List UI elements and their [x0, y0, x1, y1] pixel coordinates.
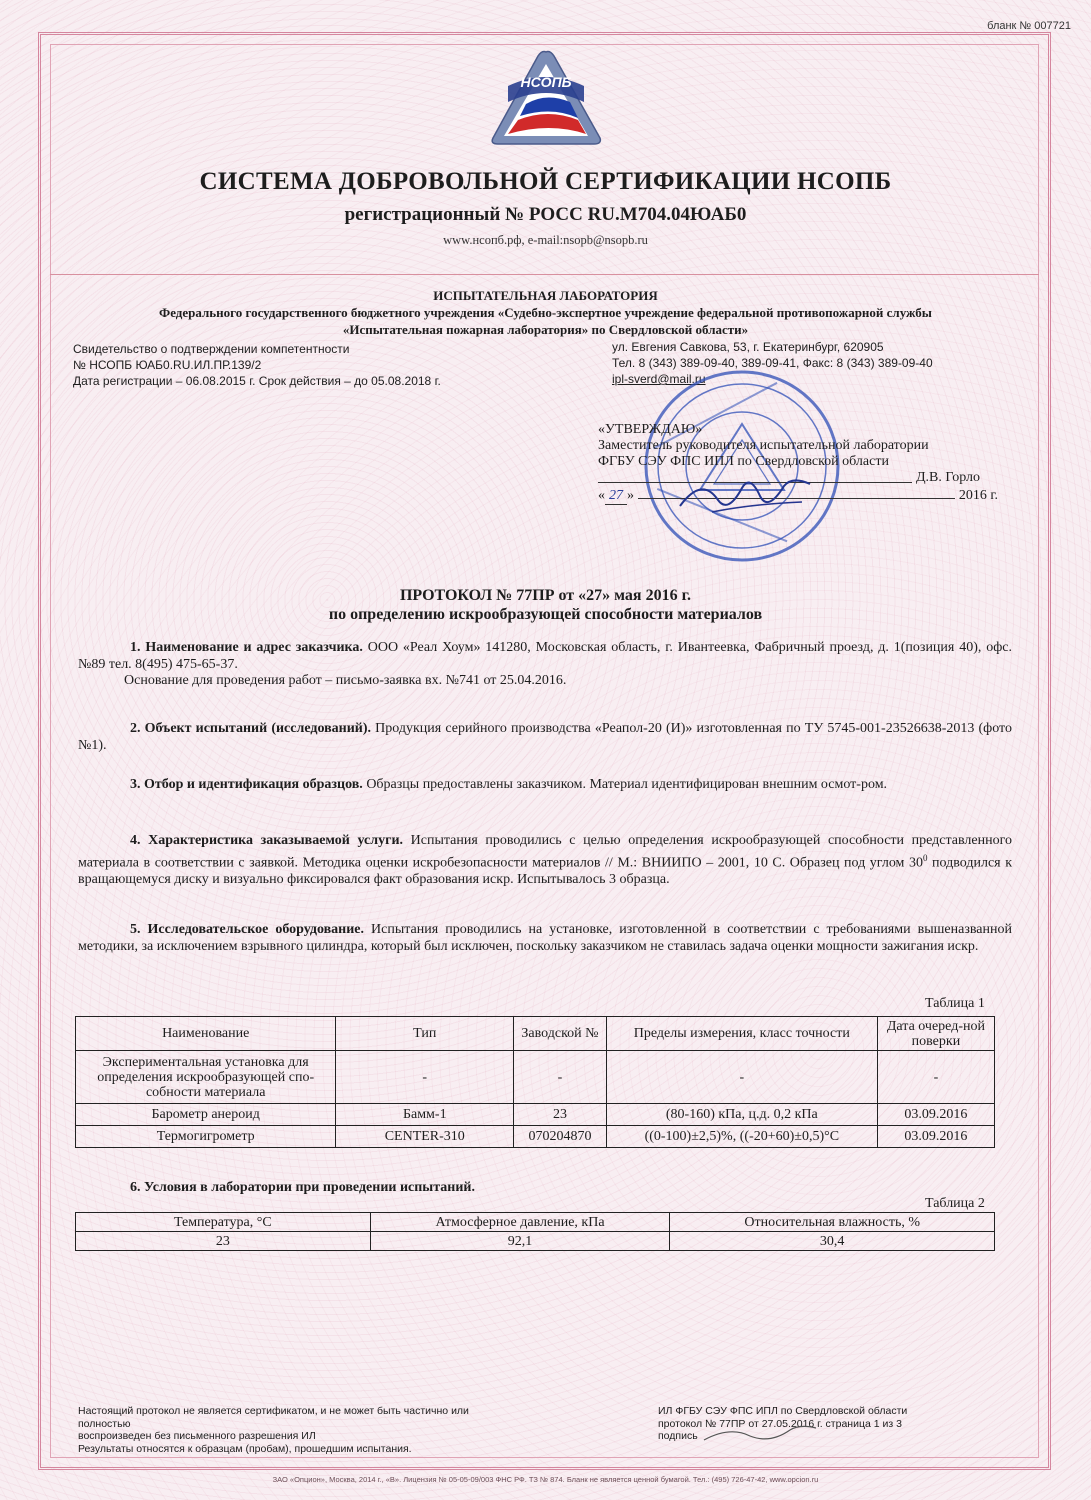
date-day: 27 — [605, 488, 627, 505]
section-2 — [78, 721, 1012, 754]
t1-header-serial: Заводской № — [514, 1017, 607, 1051]
cert-line2: № НСОПБ ЮАБ0.RU.ИЛ.ПР.139/2 — [73, 358, 262, 372]
t1-cell: Термогигрометр — [76, 1126, 336, 1148]
protocol-title: ПРОТОКОЛ № 77ПР от «27» мая 2016 г. — [399, 587, 692, 604]
lab-org-line2: «Испытательная пожарная лаборатория» по Свердловской области» — [342, 322, 749, 337]
footer-signature-icon — [700, 1422, 820, 1446]
lab-title: ИСПЫТАТЕЛЬНАЯ ЛАБОРАТОРИЯ — [433, 288, 658, 303]
header-separator — [50, 274, 1039, 275]
table-row — [76, 1232, 995, 1251]
system-heading: СИСТЕМА ДОБРОВОЛЬНОЙ СЕРТИФИКАЦИИ НСОПБ — [199, 168, 892, 195]
section-1-text: ООО «Реал Хоум» 141280, Московская область, г. Ивантеевка, Фабричный проезд, д. 1(позиция 40), офс. №89 тел. 8(495) 475-65-37. — [78, 640, 1013, 672]
t1-header-type: Тип — [336, 1017, 514, 1051]
laboratory-heading — [60, 287, 1031, 338]
t2-cell: 30,4 — [670, 1232, 995, 1251]
t1-cell: CENTER-310 — [336, 1126, 514, 1148]
table-1-caption: Таблица 1 — [925, 996, 985, 1011]
section-5 — [78, 922, 1012, 955]
footer-right-line2: протокол № 77ПР от 27.05.2016 г. страница 1 из 3 — [658, 1417, 902, 1430]
footer-right-line1: ИЛ ФГБУ СЭУ ФПС ИПЛ по Свердловской области — [658, 1405, 908, 1417]
t2-header-pressure: Атмосферное давление, кПа — [370, 1213, 670, 1232]
section-1-basis: Основание для проведения работ – письмо-заявка вх. №741 от 25.04.2016. — [124, 673, 567, 688]
section-1-heading: 1. Наименование и адрес заказчика. — [130, 640, 363, 655]
table-1-header-row — [76, 1017, 995, 1051]
t1-cell: Барометр анероид — [76, 1104, 336, 1126]
section-5-text: Испытания проводились на установке, изготовленной в соответствии с требованиями вышеназванной методики, за исключением взрывного цилиндра, который был исключен, поскольку заказчиком не ставилась задача оценки мощности зажигания искр. — [78, 922, 1012, 954]
section-4 — [78, 833, 1012, 888]
section-4-heading: 4. Характеристика заказываемой услуги. — [130, 833, 404, 848]
t1-cell: - — [514, 1051, 607, 1104]
approver-signature-icon — [672, 466, 822, 522]
t1-cell: Бамм-1 — [336, 1104, 514, 1126]
section-6-heading: 6. Условия в лаборатории при проведении испытаний. — [130, 1180, 475, 1195]
footer-right-line3: подпись — [658, 1430, 698, 1442]
cert-line1: Свидетельство о подтверждении компетентности — [73, 342, 350, 356]
t1-cell: - — [336, 1051, 514, 1104]
cert-line3: Дата регистрации – 06.08.2015 г. Срок действия – до 05.08.2018 г. — [73, 374, 441, 388]
table-row — [76, 1126, 995, 1148]
t1-cell: 070204870 — [514, 1126, 607, 1148]
section-6 — [78, 1180, 1012, 1197]
t2-header-humidity: Относительная влажность, % — [670, 1213, 995, 1232]
t2-cell: 92,1 — [370, 1232, 670, 1251]
section-3-heading: 3. Отбор и идентификация образцов. — [130, 777, 363, 792]
footer-left-line2: воспроизведен без письменного разрешения ИЛ — [78, 1430, 316, 1442]
t1-cell: 03.09.2016 — [877, 1126, 994, 1148]
approver-name: Д.В. Горло — [915, 470, 980, 485]
site-and-email: www.нсопб.рф, e-mail:nsopb@nsopb.ru — [443, 233, 648, 247]
section-4-text-b: подводился к вращающемуся диску и визуально фиксировался факт образования искр. Испытывалось 3 образца. — [78, 855, 1012, 887]
protocol-title-block — [0, 586, 1091, 624]
t1-cell: - — [606, 1051, 877, 1104]
table-row — [76, 1051, 995, 1104]
lab-org-line1: Федерального государственного бюджетного учреждения «Судебно-экспертное учреждение федеральной противопожарной службы — [159, 305, 932, 320]
approval-line1: Заместитель руководителя испытательной лаборатории — [598, 438, 929, 453]
section-5-heading: 5. Исследовательское оборудование. — [130, 922, 365, 937]
lab-conditions-table — [75, 1212, 995, 1251]
lab-email-link[interactable]: ipl-sverd@mail.ru — [612, 372, 706, 386]
approval-word: «УТВЕРЖДАЮ» — [598, 422, 703, 437]
lab-address: ул. Евгения Савкова, 53, г. Екатеринбург, 620905 — [612, 340, 884, 354]
t1-cell: (80-160) кПа, ц.д. 0,2 кПа — [606, 1104, 877, 1126]
logo-label: НСОПБ — [520, 74, 572, 90]
footer-disclaimer — [78, 1405, 518, 1455]
t1-header-range: Пределы измерения, класс точности — [606, 1017, 877, 1051]
t1-header-date: Дата очеред-ной поверки — [877, 1017, 994, 1051]
competence-certificate — [73, 341, 593, 389]
section-2-text: Продукция серийного производства «Реапол-20 (И)» изготовленная по ТУ 5745-001-23526638-2013 (фото №1). — [78, 721, 1012, 753]
t1-cell: ((0-100)±2,5)%, ((-20+60)±0,5)°С — [606, 1126, 877, 1148]
printer-imprint: ЗАО «Опцион», Москва, 2014 г., «В». Лицензия № 05-05-09/003 ФНС РФ. ТЗ № 874. Бланк не является ценной бумагой. Тел.: (495) 726-47-42, www.opcion.ru — [272, 1475, 819, 1484]
t1-header-name: Наименование — [76, 1017, 336, 1051]
section-4-text-a: Испытания проводились с целью определения искрообразующей способности представленного материала в соответствии с заявкой. Методика оценки искробезопасности материалов // М.: ВНИИПО – 2001, 10 С. Образец под углом 30 — [78, 833, 1012, 871]
nsopb-logo — [486, 46, 606, 152]
approval-line2: ФГБУ СЭУ ФПС ИПЛ по Свердловской области — [598, 454, 889, 469]
approval-year: 2016 г. — [958, 488, 998, 503]
t2-header-temperature: Температура, °С — [76, 1213, 371, 1232]
triangle-logo-icon — [486, 46, 606, 152]
section-2-heading: 2. Объект испытаний (исследований). — [130, 721, 372, 736]
registration-number: регистрационный № РОСС RU.М704.04ЮАБ0 — [344, 204, 747, 225]
footer-left-line1: Настоящий протокол не является сертификатом, и не может быть частично или полностью — [78, 1405, 469, 1430]
equipment-table — [75, 1016, 995, 1148]
section-1 — [78, 640, 1012, 690]
t1-cell: Экспериментальная установка для определения искрообразующей спо-собности материала — [76, 1051, 336, 1104]
t1-cell: 23 — [514, 1104, 607, 1126]
table-2-caption: Таблица 2 — [925, 1196, 985, 1211]
lab-phone: Тел. 8 (343) 389-09-40, 389-09-41, Факс: 8 (343) 389-09-40 — [612, 356, 933, 370]
section-3 — [78, 777, 1012, 794]
t2-cell: 23 — [76, 1232, 371, 1251]
table-row — [76, 1104, 995, 1126]
date-open-quote: « — [598, 488, 605, 503]
date-close-quote: » — [627, 488, 634, 503]
t1-cell: 03.09.2016 — [877, 1104, 994, 1126]
section-3-text: Образцы предоставлены заказчиком. Материал идентифицирован внешним осмот-ром. — [362, 777, 888, 792]
footer-left-line3: Результаты относятся к образцам (пробам), прошедшим испытания. — [78, 1442, 412, 1455]
table-2-header-row — [76, 1213, 995, 1232]
degree-superscript: 0 — [922, 852, 928, 863]
blank-number: бланк № 007721 — [987, 20, 1071, 32]
t1-cell: - — [877, 1051, 994, 1104]
protocol-subtitle: по определению искрообразующей способности материалов — [328, 606, 763, 623]
